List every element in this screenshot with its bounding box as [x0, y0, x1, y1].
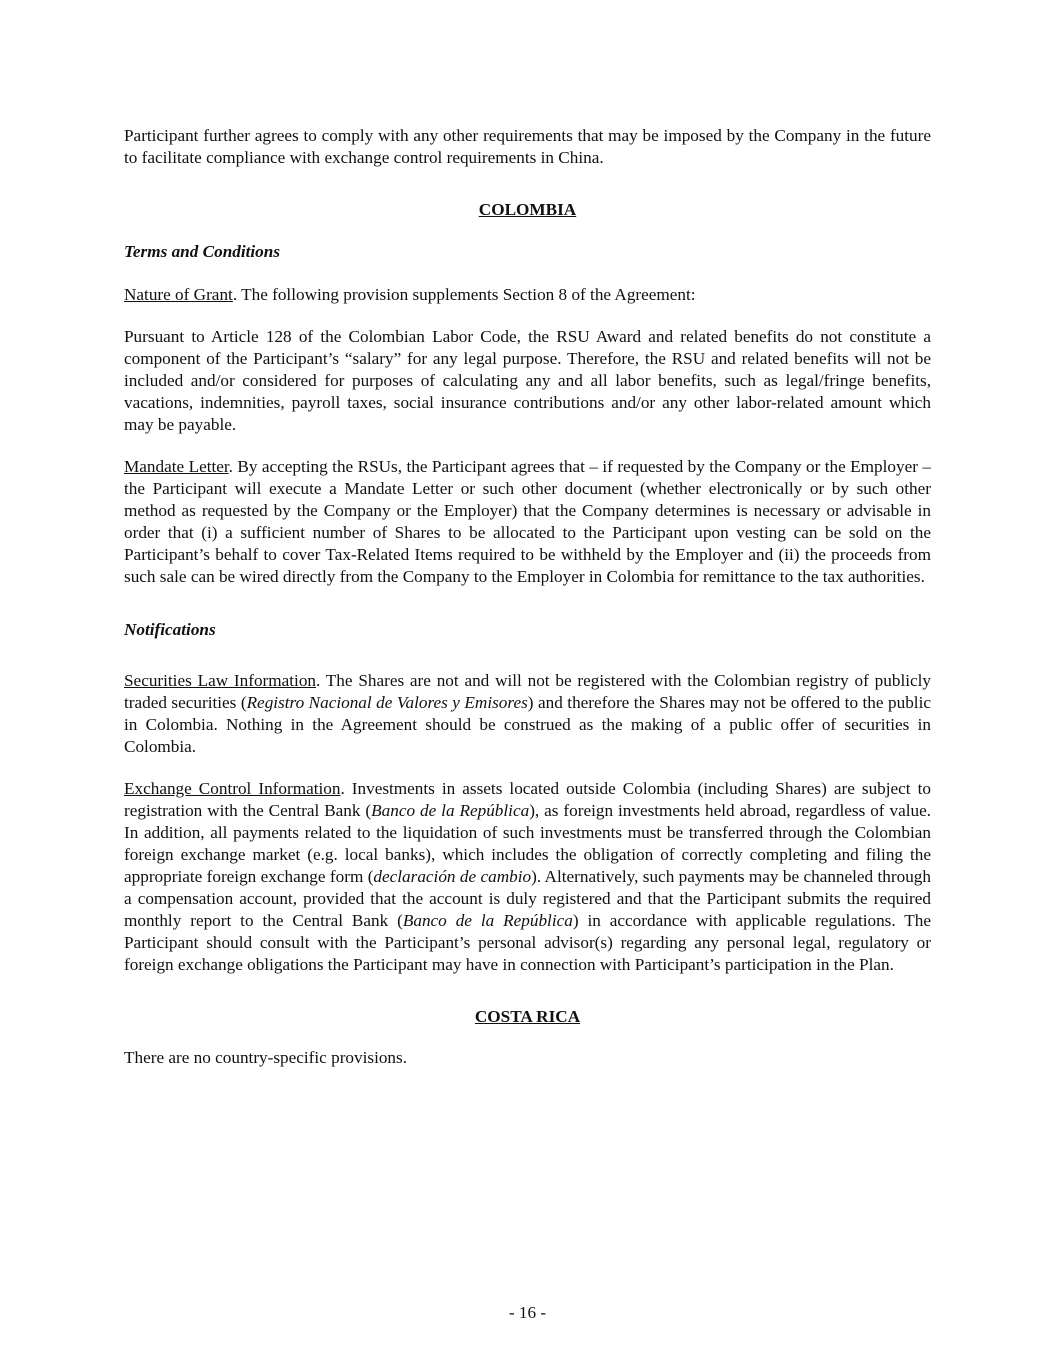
securities-law-text-1: . The Shares are not and will not be registered with the Colombian registry of publicly traded securities (: [124, 671, 932, 712]
exchange-control-title: Exchange Control Information: [124, 779, 341, 798]
securities-law-text-2: ) and therefore the Shares may not be offered to the public in Colombia. Nothing in the Agreement should be construed as the making of a public offer of securities in Colombia.: [124, 693, 931, 756]
nature-of-grant-paragraph: [124, 284, 931, 306]
intro-paragraph: Participant further agrees to comply with any other requirements that may be imposed by the Company in the future to facilitate compliance with exchange control requirements in China.: [124, 126, 931, 167]
exchange-control-paragraph: [124, 778, 931, 976]
exchange-control-italic-3: Banco de la República: [402, 911, 573, 930]
labor-code-paragraph: Pursuant to Article 128 of the Colombian Labor Code, the RSU Award and related benefits do not constitute a component of the Participant’s “salary” for any legal purpose. Therefore, the RSU and related benefits will not be included and/or considered for purposes of calculating any and all labor benefits, such as legal/fringe benefits, vacations, indemnities, payroll taxes, social insurance contributions and/or any other labor-related amount which may be payable.: [124, 327, 931, 434]
exchange-control-italic-1: Banco de la República: [371, 801, 530, 820]
exchange-control-text-2: ), as foreign investments held abroad, regardless of value. In addition, all payments related to the liquidation of such investments must be transferred through the Colombian foreign exchange market (e.g. local banks), which includes the obligation of correctly completing and filing the appropriate foreign exchange form (: [124, 801, 931, 886]
colombia-heading-text: COLOMBIA: [478, 200, 577, 219]
securities-law-italic-1: Registro Nacional de Valores y Emisores: [246, 693, 528, 712]
nature-of-grant-title: Nature of Grant: [124, 285, 233, 304]
terms-and-conditions-heading: Terms and Conditions: [124, 242, 281, 261]
costa-rica-heading-text: COSTA RICA: [474, 1007, 581, 1026]
mandate-letter-title: Mandate Letter: [124, 457, 229, 476]
exchange-control-text-4: ) in accordance with applicable regulations. The Participant should consult with the Participant’s personal advisor(s) regarding any personal legal, regulatory or foreign exchange obligations the Participant may have in connection with Participant’s participation in the Plan.: [124, 911, 932, 974]
securities-law-title: Securities Law Information: [124, 671, 317, 690]
page-number: - 16 -: [508, 1303, 547, 1322]
mandate-letter-text: . By accepting the RSUs, the Participant agrees that – if requested by the Company or the Employer – the Participant will execute a Mandate Letter or such other document (whether electronically or by such other method as requested by the Company or the Employer) that the Company determines is necessary or advisable in order that (i) a sufficient number of Shares to be allocated to the Participant upon vesting can be sold on the Participant’s behalf to cover Tax-Related Items required to be withheld by the Employer and (ii) the proceeds from such sale can be wired directly from the Company to the Employer in Colombia for remittance to the tax authorities.: [124, 457, 931, 586]
exchange-control-text-1: . Investments in assets located outside Colombia (including Shares) are subject to registration with the Central Bank (: [124, 779, 931, 820]
nature-of-grant-text: . The following provision supplements Section 8 of the Agreement:: [232, 285, 696, 304]
exchange-control-italic-2: declaración de cambio: [373, 867, 532, 886]
mandate-letter-paragraph: [124, 456, 931, 588]
exchange-control-text-3: ). Alternatively, such payments may be channeled through a compensation account, provided that the account is duly registered and that the Participant submits the required monthly report to the Central Bank (: [124, 867, 931, 930]
notifications-heading: Notifications: [124, 620, 216, 639]
costa-rica-paragraph: There are no country-specific provisions.: [124, 1048, 408, 1067]
costa-rica-heading: [124, 1006, 931, 1028]
colombia-heading: [124, 199, 931, 221]
securities-law-paragraph: [124, 670, 931, 758]
